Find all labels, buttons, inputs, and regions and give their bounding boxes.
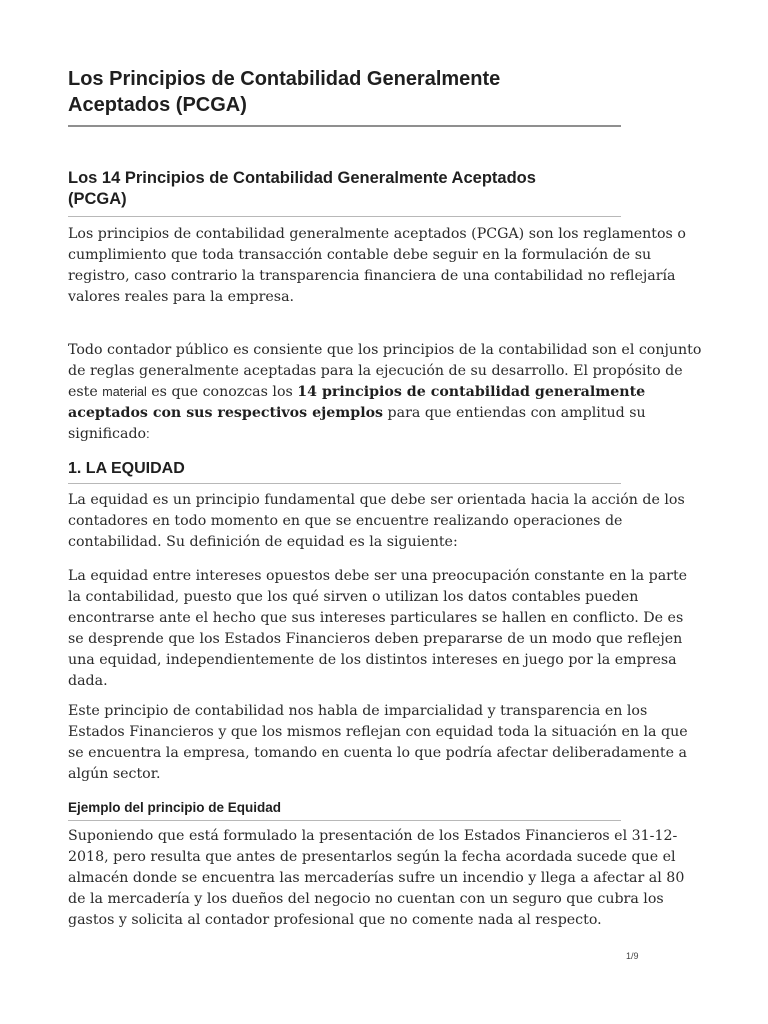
section-title	[68, 168, 608, 210]
paragraph-line: se desprende que los Estados Financieros deben prepararse de un modo que reflejen	[68, 631, 683, 647]
paragraph-line: contadores en todo momento en que se encuentre realizando operaciones de	[68, 513, 623, 529]
paragraph-line: cumplimiento que toda transacción contable debe seguir en la formulación de su	[68, 247, 652, 263]
equidad-paragraph-1	[68, 490, 768, 553]
paragraph-line: gastos y solicita al contador profesional que no comente nada al respecto.	[68, 912, 602, 928]
paragraph-line: La equidad es un principio fundamental que debe ser orientada hacia la acción de los	[68, 492, 685, 508]
paragraph-line: valores reales para la empresa.	[68, 289, 295, 305]
text-fragment: :	[146, 427, 150, 441]
bold-emphasis: aceptados con sus respectivos ejemplos	[68, 405, 384, 421]
paragraph-line: algún sector.	[68, 766, 161, 782]
paragraph-line: Los principios de contabilidad generalmente aceptados (PCGA) son los reglamentos o	[68, 226, 686, 242]
paragraph-line: Suponiendo que está formulado la presentación de los Estados Financieros el 31-12-	[68, 828, 678, 844]
paragraph-line	[68, 424, 768, 445]
paragraph-line: almacén donde se encuentra las mercaderías sufre un incendio y llega a afectar al 80	[68, 870, 685, 886]
title-divider	[68, 125, 621, 127]
paragraph-line: Estados Financieros y que los mismos reflejan con equidad toda la situación en la que	[68, 724, 688, 740]
equidad-paragraph-2	[68, 566, 768, 692]
equidad-heading: 1. LA EQUIDAD	[68, 460, 185, 477]
page-title-line: Los Principios de Contabilidad Generalmente	[68, 68, 501, 90]
paragraph-line	[68, 382, 768, 403]
paragraph-line: de reglas generalmente aceptadas para la ejecución de su desarrollo. El propósito de	[68, 363, 683, 379]
paragraph-line: una equidad, independientemente de los distintos intereses en juego por la empresa	[68, 652, 677, 668]
paragraph-line: La equidad entre intereses opuestos debe ser una preocupación constante en la parte	[68, 568, 688, 584]
text-fragment: este	[68, 384, 103, 400]
example-heading: Ejemplo del principio de Equidad	[68, 800, 282, 815]
paragraph-line	[68, 403, 768, 424]
bold-emphasis: 14 principios de contabilidad generalmente	[297, 384, 646, 400]
text-fragment: para que entiendas con amplitud su	[383, 405, 646, 421]
page-title-line: Aceptados (PCGA)	[68, 94, 247, 116]
paragraph-line: Todo contador público es consiente que los principios de la contabilidad son el conjunto	[68, 342, 702, 358]
paragraph-line: de la mercadería y los dueños del negocio no cuentan con un seguro que cubra los	[68, 891, 664, 907]
example-divider	[68, 820, 621, 821]
section-divider	[68, 216, 621, 217]
page-number: 1/9	[626, 951, 639, 961]
paragraph-line: 2018, pero resulta que antes de presentarlos según la fecha acordada sucede que el	[68, 849, 676, 865]
intro-paragraph	[68, 224, 768, 308]
paragraph-line: la contabilidad, puesto que los qué sirven o utilizan los datos contables pueden	[68, 589, 639, 605]
equidad-paragraph-3	[68, 701, 768, 785]
purpose-paragraph	[68, 340, 768, 445]
paragraph-line: dada.	[68, 673, 108, 689]
text-fragment: es que conozcas los	[146, 384, 298, 400]
page-title	[68, 66, 628, 118]
section-title-line: (PCGA)	[68, 190, 127, 208]
paragraph-line: se encuentra la empresa, tomando en cuenta lo que podría afectar deliberadamente a	[68, 745, 687, 761]
paragraph-line: registro, caso contrario la transparencia financiera de una contabilidad no reflejaría	[68, 268, 676, 284]
section-title-line: Los 14 Principios de Contabilidad Generalmente Aceptados	[68, 169, 536, 187]
equidad-divider	[68, 483, 621, 484]
text-fragment: material	[102, 385, 147, 399]
paragraph-line: contabilidad. Su definición de equidad es la siguiente:	[68, 534, 458, 550]
paragraph-line: Este principio de contabilidad nos habla de imparcialidad y transparencia en los	[68, 703, 648, 719]
example-paragraph	[68, 826, 768, 931]
paragraph-line: encontrarse ante el hecho que sus intereses particulares se hallen en conflicto. De es	[68, 610, 684, 626]
text-fragment: significado	[68, 426, 147, 442]
